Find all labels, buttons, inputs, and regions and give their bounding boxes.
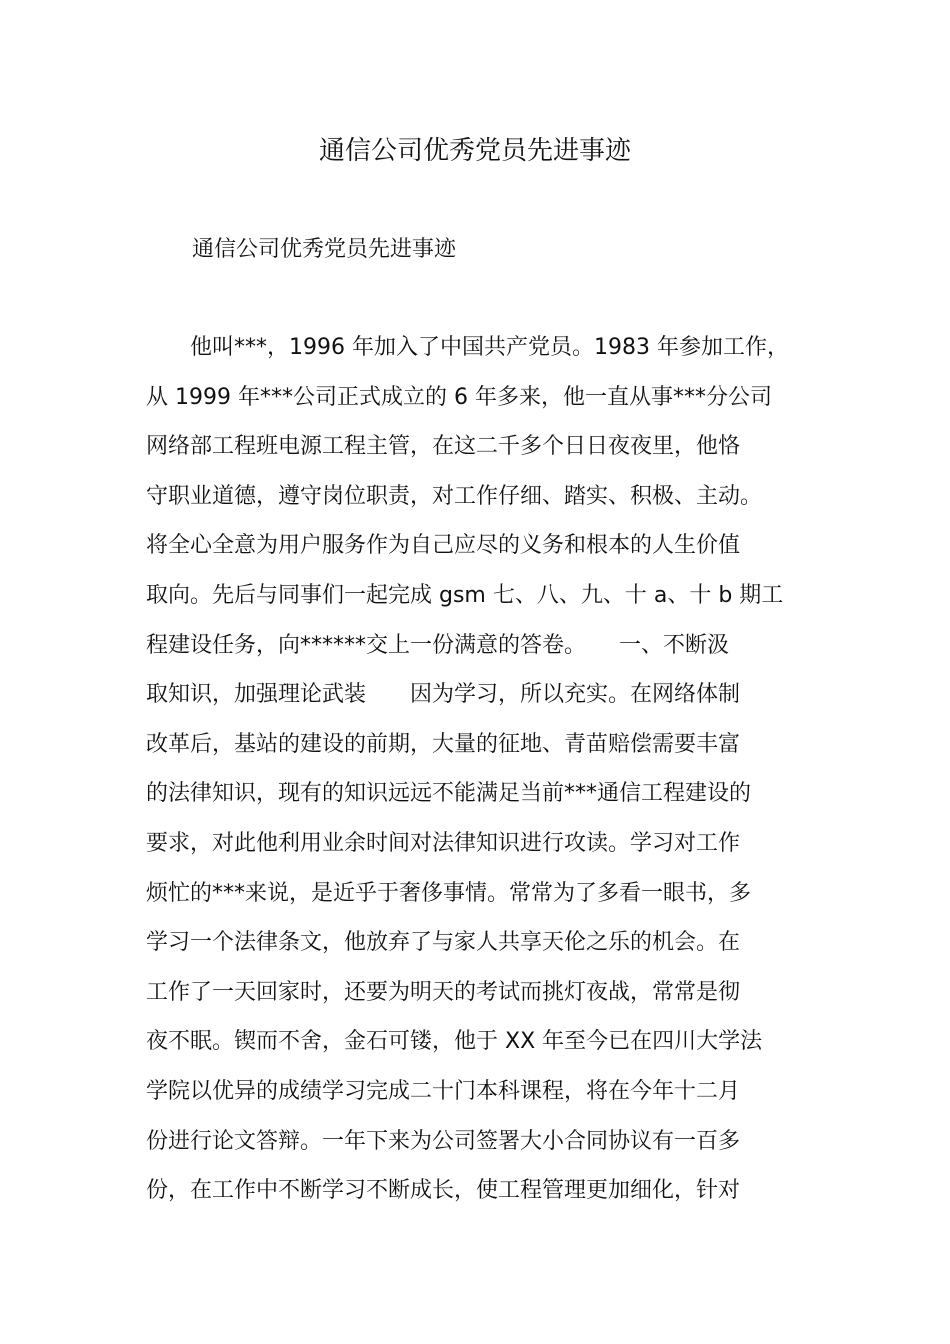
paragraph-line-13: 学习一个法律条文，他放弃了与家人共享天伦之乐的机会。在 bbox=[146, 930, 741, 956]
paragraph-line-2: 从 1999 年***公司正式成立的 6 年多来，他一直从事***分公司 bbox=[146, 384, 772, 410]
paragraph-line-10: 的法律知识，现有的知识远远不能满足当前***通信工程建设的 bbox=[146, 781, 752, 807]
paragraph-line-8: 取知识，加强理论武装 因为学习，所以充实。在网络体制 bbox=[146, 682, 741, 708]
paragraph-line-16: 学院以优异的成绩学习完成二十门本科课程，将在今年十二月 bbox=[146, 1078, 741, 1104]
paragraph-line-9: 改革后，基站的建设的前期，大量的征地、青苗赔偿需要丰富 bbox=[146, 731, 741, 757]
document-subtitle: 通信公司优秀党员先进事迹 bbox=[192, 237, 457, 262]
paragraph-line-4: 守职业道德，遵守岗位职责，对工作仔细、踏实、积极、主动。 bbox=[146, 483, 763, 509]
body-paragraph bbox=[146, 332, 826, 1225]
paragraph-line-3: 网络部工程班电源工程主管，在这二千多个日日夜夜里，他恪 bbox=[146, 434, 741, 460]
paragraph-line-12: 烦忙的***来说，是近乎于奢侈事情。常常为了多看一眼书，多 bbox=[146, 880, 752, 906]
paragraph-line-7: 程建设任务，向******交上一份满意的答卷。 一、不断汲 bbox=[146, 632, 730, 658]
document-title: 通信公司优秀党员先进事迹 bbox=[318, 136, 631, 166]
paragraph-line-18: 份，在工作中不断学习不断成长，使工程管理更加细化，针对 bbox=[146, 1178, 741, 1204]
paragraph-line-5: 将全心全意为用户服务作为自己应尽的义务和根本的人生价值 bbox=[146, 533, 741, 559]
paragraph-line-6: 取向。先后与同事们一起完成 gsm 七、八、九、十 a、十 b 期工 bbox=[146, 582, 784, 608]
paragraph-line-17: 份进行论文答辩。一年下来为公司签署大小合同协议有一百多 bbox=[146, 1128, 741, 1154]
paragraph-line-1: 他叫***，1996 年加入了中国共产党员。1983 年参加工作， bbox=[146, 335, 789, 360]
paragraph-line-15: 夜不眠。锲而不舍，金石可镂，他于 XX 年至今已在四川大学法 bbox=[146, 1029, 763, 1055]
paragraph-line-11: 要求，对此他利用业余时间对法律知识进行攻读。学习对工作 bbox=[146, 830, 741, 856]
paragraph-line-14: 工作了一天回家时，还要为明天的考试而挑灯夜战，常常是彻 bbox=[146, 979, 741, 1005]
